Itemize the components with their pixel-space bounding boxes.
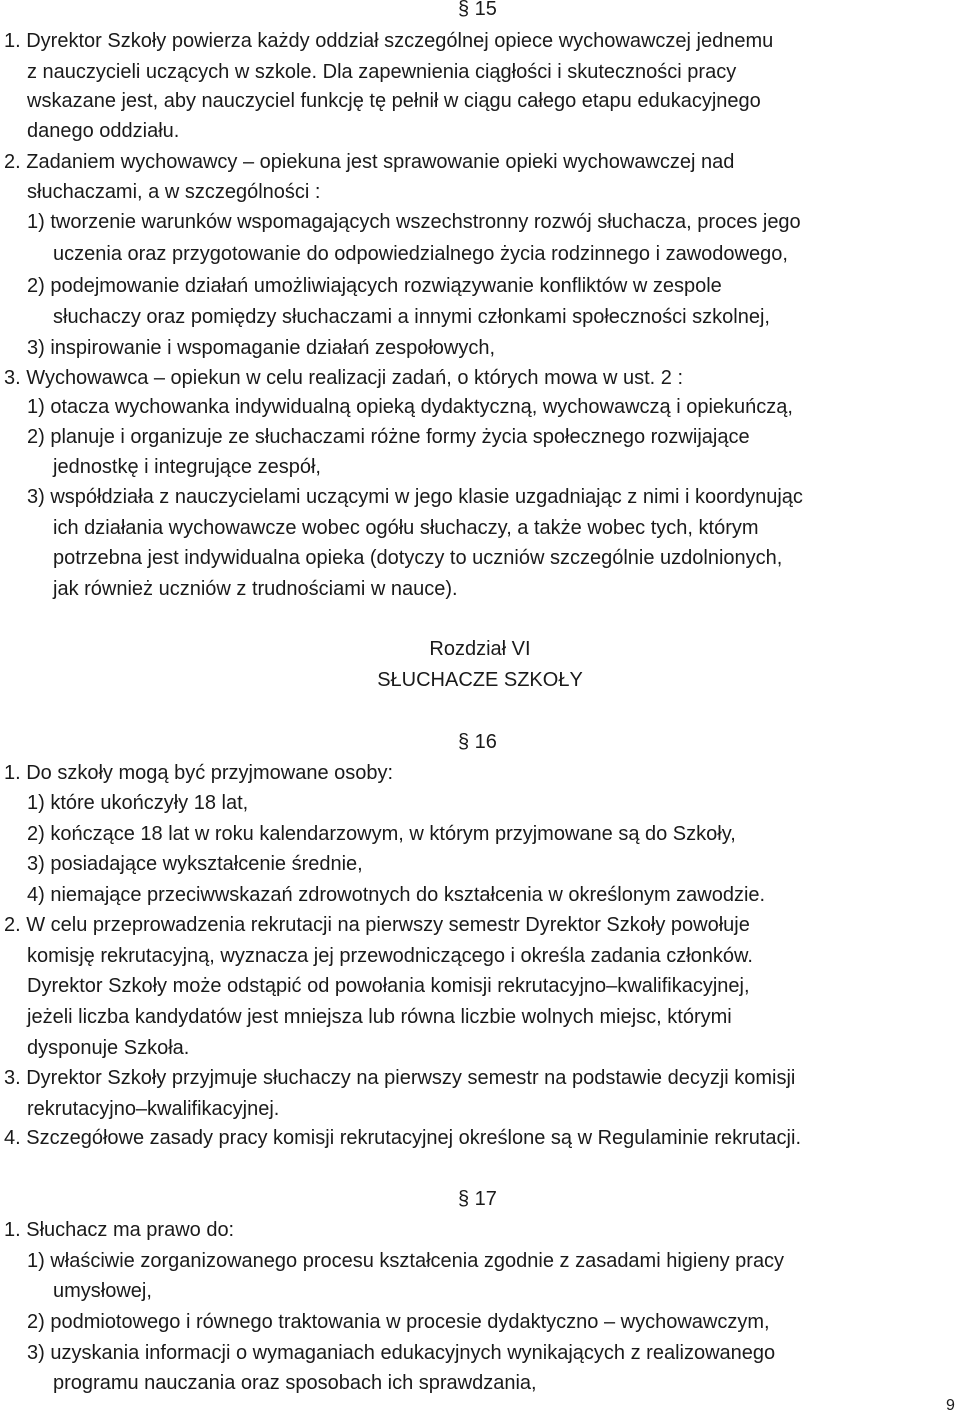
- s15-p3-line: 3. Wychowawca – opiekun w celu realizacji zadań, o których mowa w ust. 2 :: [4, 367, 684, 389]
- chapter-subtitle: SŁUCHACZE SZKOŁY: [377, 669, 583, 691]
- s15-p2-line: 2) podejmowanie działań umożliwiających rozwiązywanie konfliktów w zespole: [27, 275, 722, 297]
- section-16-heading: § 16: [458, 731, 497, 753]
- s17-p1-line: 1) właściwie zorganizowanego procesu kształcenia zgodnie z zasadami higieny pracy: [27, 1250, 785, 1272]
- s17-p1-line: umysłowej,: [53, 1280, 152, 1302]
- s15-p1-line: z nauczycieli uczących w szkole. Dla zapewnienia ciągłości i skuteczności pracy: [27, 61, 737, 83]
- s16-p4-line: 4. Szczegółowe zasady pracy komisji rekrutacyjnej określone są w Regulaminie rekrutacji.: [4, 1127, 802, 1149]
- s15-p3-line: jak również uczniów z trudnościami w nauce).: [53, 578, 458, 600]
- section-15-heading: § 15: [458, 0, 497, 20]
- s15-p2-line: 1) tworzenie warunków wspomagających wszechstronny rozwój słuchacza, proces jego: [27, 211, 801, 233]
- s15-p3-line: 3) współdziała z nauczycielami uczącymi w jego klasie uzgadniając z nimi i koordynując: [27, 486, 803, 508]
- s16-p1-line: 3) posiadające wykształcenie średnie,: [27, 853, 363, 875]
- chapter-title: Rozdział VI: [429, 638, 531, 660]
- s16-p3-line: rekrutacyjno–kwalifikacyjnej.: [27, 1098, 280, 1120]
- s15-p3-line: ich działania wychowawcze wobec ogółu słuchaczy, a także wobec tych, którym: [53, 517, 759, 539]
- s17-p1-line: 1. Słuchacz ma prawo do:: [4, 1219, 235, 1241]
- s17-p1-line: 3) uzyskania informacji o wymaganiach edukacyjnych wynikających z realizowanego: [27, 1342, 776, 1364]
- s15-p3-line: 2) planuje i organizuje ze słuchaczami różne formy życia społecznego rozwijające: [27, 426, 750, 448]
- s16-p1-line: 1) które ukończyły 18 lat,: [27, 792, 249, 814]
- s15-p2-line: słuchaczy oraz pomiędzy słuchaczami a innymi członkami społeczności szkolnej,: [53, 306, 770, 328]
- s16-p2-line: dysponuje Szkoła.: [27, 1037, 190, 1059]
- s16-p2-line: komisję rekrutacyjną, wyznacza jej przewodniczącego i określa zadania członków.: [27, 945, 753, 967]
- s16-p2-line: 2. W celu przeprowadzenia rekrutacji na pierwszy semestr Dyrektor Szkoły powołuje: [4, 914, 750, 936]
- s15-p3-line: 1) otacza wychowanka indywidualną opieką dydaktyczną, wychowawczą i opiekuńczą,: [27, 396, 793, 418]
- s17-p1-line: 2) podmiotowego i równego traktowania w procesie dydaktyczno – wychowawczym,: [27, 1311, 770, 1333]
- s16-p1-line: 4) niemające przeciwwskazań zdrowotnych do kształcenia w określonym zawodzie.: [27, 884, 766, 906]
- s16-p1-line: 2) kończące 18 lat w roku kalendarzowym, w którym przyjmowane są do Szkoły,: [27, 823, 736, 845]
- s15-p2-line: 3) inspirowanie i wspomaganie działań zespołowych,: [27, 337, 496, 359]
- s16-p2-line: jeżeli liczba kandydatów jest mniejsza lub równa liczbie wolnych miejsc, którymi: [27, 1006, 732, 1028]
- s15-p1-line: 1. Dyrektor Szkoły powierza każdy oddział szczególnej opiece wychowawczej jednemu: [4, 30, 774, 52]
- s16-p1-line: 1. Do szkoły mogą być przyjmowane osoby:: [4, 762, 394, 784]
- section-17-heading: § 17: [458, 1188, 497, 1210]
- page-number: 9: [946, 1397, 955, 1414]
- s15-p3-line: jednostkę i integrujące zespół,: [53, 456, 321, 478]
- s15-p3-line: potrzebna jest indywidualna opieka (dotyczy to uczniów szczególnie uzdolnionych,: [53, 547, 783, 569]
- s16-p3-line: 3. Dyrektor Szkoły przyjmuje słuchaczy na pierwszy semestr na podstawie decyzji komisji: [4, 1067, 796, 1089]
- s15-p2-line: 2. Zadaniem wychowawcy – opiekuna jest sprawowanie opieki wychowawczej nad: [4, 151, 735, 173]
- s15-p2-line: słuchaczami, a w szczególności :: [27, 181, 321, 203]
- s15-p1-line: danego oddziału.: [27, 120, 180, 142]
- s15-p1-line: wskazane jest, aby nauczyciel funkcję tę pełnił w ciągu całego etapu edukacyjnego: [27, 90, 761, 112]
- s16-p2-line: Dyrektor Szkoły może odstąpić od powołania komisji rekrutacyjno–kwalifikacyjnej,: [27, 975, 750, 997]
- s17-p1-line: programu nauczania oraz sposobach ich sprawdzania,: [53, 1372, 537, 1394]
- s15-p2-line: uczenia oraz przygotowanie do odpowiedzialnego życia rodzinnego i zawodowego,: [53, 243, 788, 265]
